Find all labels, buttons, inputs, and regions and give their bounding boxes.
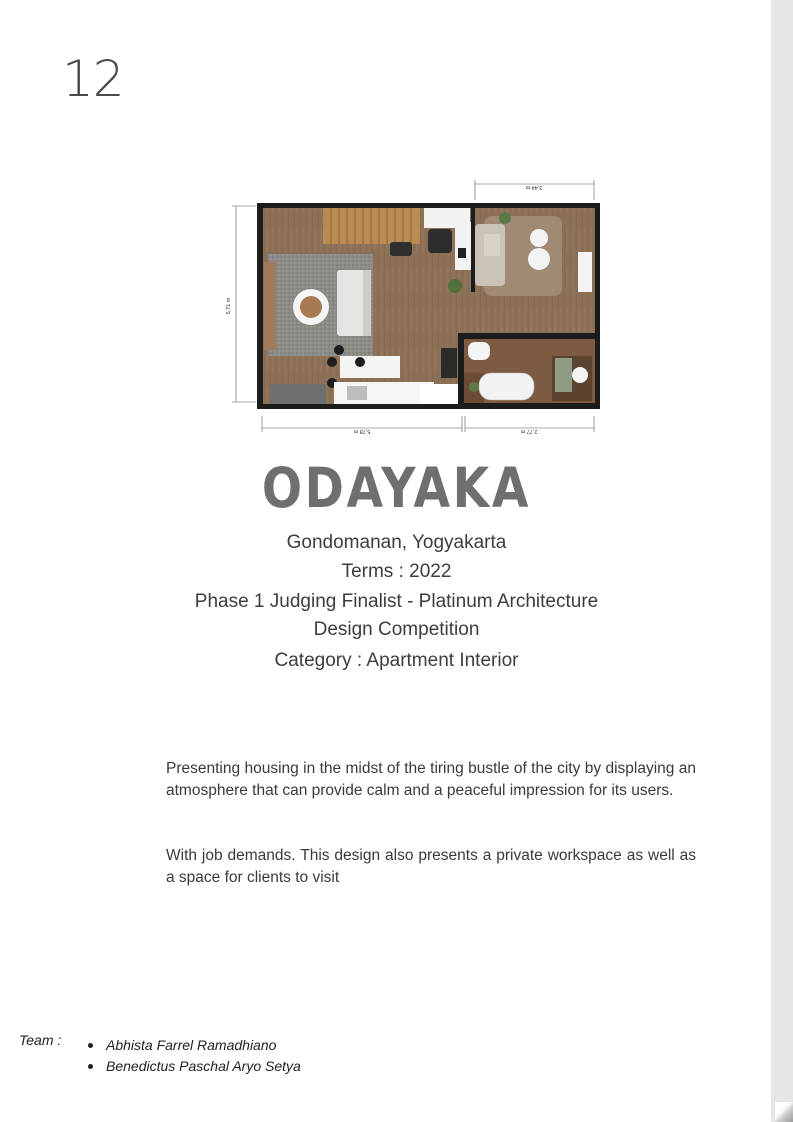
floor-plan	[222, 178, 604, 438]
team-list	[88, 1035, 301, 1077]
dim-left: 5,71 m	[226, 297, 232, 315]
stool-b	[528, 248, 550, 270]
sofa-cushion	[484, 234, 500, 256]
bath-mat	[555, 358, 572, 392]
desk-item	[458, 248, 466, 258]
partition-wall	[471, 208, 475, 292]
desk-chair	[428, 229, 452, 253]
left-bay	[270, 384, 326, 404]
kitchen-fridge	[441, 348, 457, 378]
award-line-2: Design Competition	[313, 619, 480, 640]
dim-top: 3,44 m	[525, 184, 543, 190]
dim-bottom-left: 5,78 m	[353, 428, 371, 434]
bath-plant	[469, 382, 479, 392]
description-paragraph-1: Presenting housing in the midst of the tiring bustle of the city by displaying an atmosphere that can provide calm and a peaceful impression for its users.	[166, 760, 696, 799]
stool-a	[530, 229, 548, 247]
sofa-back	[363, 270, 371, 336]
page-curl	[775, 1102, 793, 1122]
entry-floor	[420, 384, 458, 404]
description-paragraph-2: With job demands. This design also presents a private workspace as well as a space for clients to visit	[166, 847, 696, 886]
sink	[572, 367, 588, 383]
desk-shelf	[455, 222, 471, 270]
award-line-1: Phase 1 Judging Finalist - Platinum Architecture	[194, 591, 599, 612]
project-category: Category : Apartment Interior	[274, 650, 519, 671]
team-member: Benedictus Paschal Aryo Setya	[88, 1056, 301, 1077]
project-location: Gondomanan, Yogyakarta	[286, 532, 507, 553]
bathtub	[479, 373, 534, 400]
team-member: Abhista Farrel Ramadhiano	[88, 1035, 301, 1056]
plant-a	[499, 212, 511, 224]
page-number: 12	[62, 50, 124, 108]
chair-4	[334, 345, 344, 355]
dining-table	[340, 356, 400, 378]
project-terms: Terms : 2022	[341, 561, 452, 582]
coffee-table-top	[300, 296, 322, 318]
chair-1	[327, 357, 337, 367]
kitchen-sink	[347, 386, 367, 400]
plant-b	[448, 279, 462, 293]
project-title: ODAYAKA	[261, 456, 532, 520]
stair-chair	[390, 242, 412, 256]
tv-console	[264, 262, 276, 350]
wall-shelf	[578, 252, 592, 292]
chair-3	[355, 357, 365, 367]
dim-bottom-right: 2,77 m	[520, 428, 538, 434]
team-label: Team :	[19, 1032, 62, 1048]
toilet	[468, 342, 490, 360]
